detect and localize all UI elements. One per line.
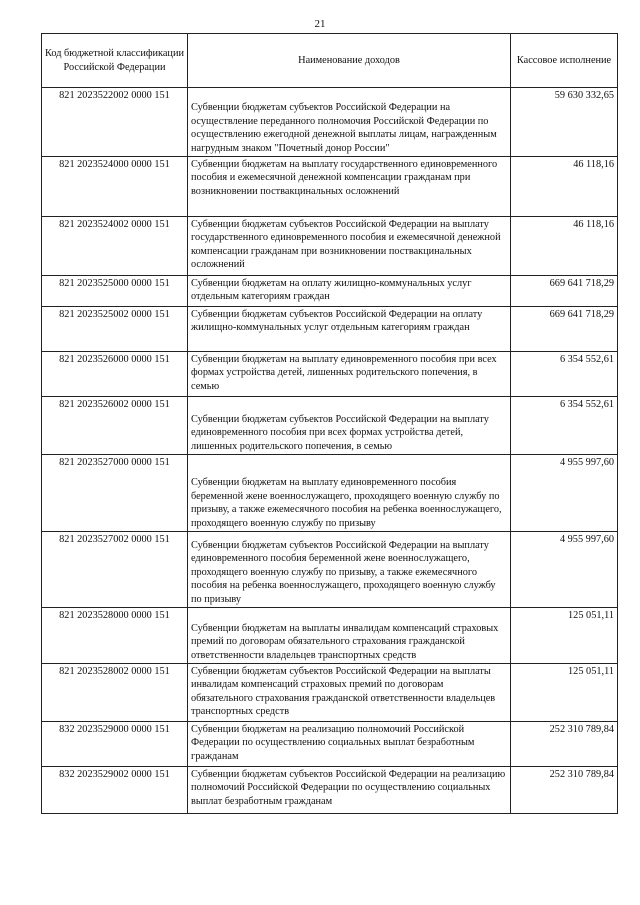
table-row (42, 397, 618, 455)
row-code: 821 2023525002 0000 151 (42, 307, 188, 352)
row-amount: 46 118,16 (511, 157, 618, 217)
row-amount: 125 051,11 (511, 664, 618, 722)
table-row (42, 276, 618, 307)
row-name (188, 455, 511, 532)
table-row (42, 352, 618, 397)
row-amount: 252 310 789,84 (511, 767, 618, 814)
row-code: 821 2023524002 0000 151 (42, 217, 188, 276)
row-amount: 59 630 332,65 (511, 88, 618, 157)
row-code: 821 2023527002 0000 151 (42, 532, 188, 608)
page-number: 21 (314, 18, 326, 30)
header-code: Код бюджетной классификации Российской Федерации (42, 34, 188, 88)
row-code: 821 2023525000 0000 151 (42, 276, 188, 307)
table-header-row (42, 34, 618, 88)
row-amount: 252 310 789,84 (511, 722, 618, 767)
header-name: Наименование доходов (188, 34, 511, 88)
row-name-text: Субвенции бюджетам на выплату единовременного пособия беременной жене военнослужащего, проходящего военную службу по призыву, а также ежемесячного пособия на ребенка военнослужащего, проходящего военную службу по призыву (191, 477, 502, 529)
header-amount: Кассовое исполнение (511, 34, 618, 88)
row-name (188, 532, 511, 608)
row-name-text: Субвенции бюджетам субъектов Российской Федерации на выплату единовременного пособия при всех формах устройства детей, лишенных родительского попечения, в семью (191, 413, 489, 452)
table-row (42, 88, 618, 157)
row-code: 821 2023528000 0000 151 (42, 608, 188, 664)
row-name: Субвенции бюджетам субъектов Российской Федерации на выплаты инвалидам компенсаций страховых премий по договорам обязательного страхования гражданской ответственности владельцев транспортных средств (188, 664, 511, 722)
row-amount: 4 955 997,60 (511, 455, 618, 532)
row-name: Субвенции бюджетам субъектов Российской Федерации на реализацию полномочий Российской Федерации по осуществлению социальных выплат безработным гражданам (188, 767, 511, 814)
row-name (188, 608, 511, 664)
table-row (42, 767, 618, 814)
row-amount: 46 118,16 (511, 217, 618, 276)
table-row (42, 157, 618, 217)
revenue-table (41, 33, 618, 814)
row-code: 821 2023524000 0000 151 (42, 157, 188, 217)
row-code: 832 2023529002 0000 151 (42, 767, 188, 814)
row-code: 821 2023528002 0000 151 (42, 664, 188, 722)
row-name: Субвенции бюджетам субъектов Российской Федерации на выплату государственного единовременного пособия и ежемесячной денежной компенсации гражданам при возникновении поствакцинальных осложнений (188, 217, 511, 276)
table-row (42, 217, 618, 276)
row-name-text: Субвенции бюджетам субъектов Российской Федерации на осуществление переданного полномочия Российской Федерации по осуществлению ежегодной денежной выплаты лицам, награжденным нагрудным знаком "Почетный донор России" (191, 102, 497, 154)
row-name: Субвенции бюджетам на выплату единовременного пособия при всех формах устройства детей, лишенных родительского попечения, в семью (188, 352, 511, 397)
row-amount: 4 955 997,60 (511, 532, 618, 608)
table-row (42, 307, 618, 352)
row-name: Субвенции бюджетам субъектов Российской Федерации на оплату жилищно-коммунальных услуг отдельным категориям граждан (188, 307, 511, 352)
row-name: Субвенции бюджетам на оплату жилищно-коммунальных услуг отдельным категориям граждан (188, 276, 511, 307)
row-name-text: Субвенции бюджетам на выплаты инвалидам компенсаций страховых премий по договорам обязательного страхования гражданской ответственности владельцев транспортных средств (191, 622, 499, 661)
table-row (42, 722, 618, 767)
row-amount: 6 354 552,61 (511, 352, 618, 397)
row-amount: 125 051,11 (511, 608, 618, 664)
row-name: Субвенции бюджетам на выплату государственного единовременного пособия и ежемесячной денежной компенсации гражданам при возникновении поствакцинальных осложнений (188, 157, 511, 217)
table-row (42, 455, 618, 532)
row-name (188, 397, 511, 455)
row-amount: 669 641 718,29 (511, 307, 618, 352)
row-amount: 669 641 718,29 (511, 276, 618, 307)
table-row (42, 664, 618, 722)
row-code: 821 2023527000 0000 151 (42, 455, 188, 532)
table-row (42, 532, 618, 608)
row-code: 832 2023529000 0000 151 (42, 722, 188, 767)
row-amount: 6 354 552,61 (511, 397, 618, 455)
row-name (188, 88, 511, 157)
row-name: Субвенции бюджетам на реализацию полномочий Российской Федерации по осуществлению социальных выплат безработным гражданам (188, 722, 511, 767)
row-code: 821 2023526002 0000 151 (42, 397, 188, 455)
row-code: 821 2023522002 0000 151 (42, 88, 188, 157)
table-row (42, 608, 618, 664)
row-code: 821 2023526000 0000 151 (42, 352, 188, 397)
row-name-text: Субвенции бюджетам субъектов Российской Федерации на выплату единовременного пособия беременной жене военнослужащего, проходящего военную службу по призыву, а также ежемесячного пособия на ребенка военнослужащего, проходящего военную службу по призыву (191, 539, 496, 605)
